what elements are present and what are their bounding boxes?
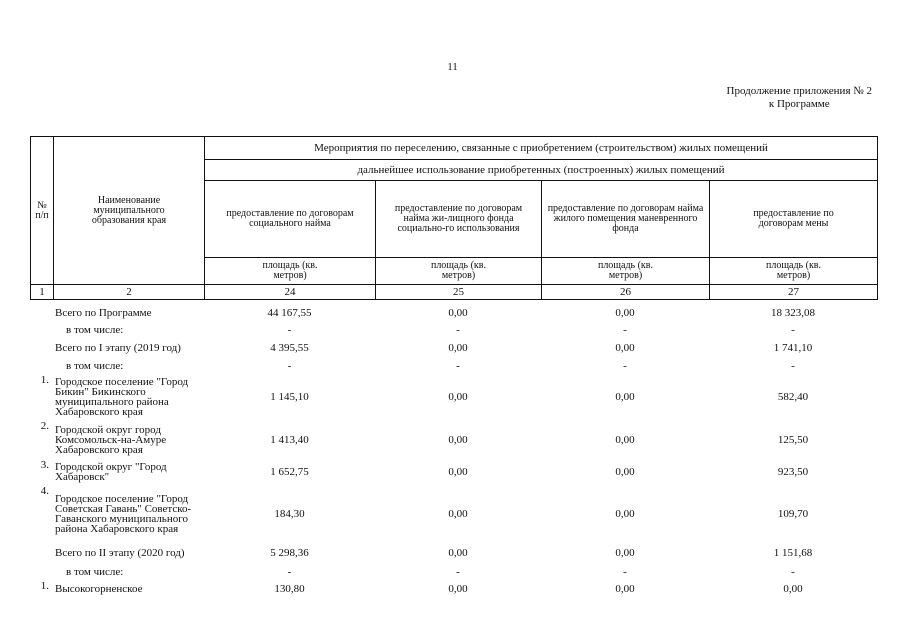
header-subgroup-title: дальнейшее использование приобретенных (построенных) жилых помещений (205, 160, 878, 181)
col-number-25: 25 (376, 285, 542, 300)
value-social-rent: 5 298,36 (270, 547, 309, 559)
col-number-26: 26 (542, 285, 710, 300)
value-social-rent: 1 145,10 (270, 391, 309, 403)
table-header (30, 136, 878, 300)
row-name: Городской округ город Комсомольск-на-Амуре Хабаровского края (55, 423, 167, 456)
row-number (30, 338, 53, 357)
value-exchange: - (791, 359, 795, 372)
table-row (30, 485, 877, 543)
table-row (30, 563, 877, 580)
value-social-rent: 184,30 (274, 508, 305, 520)
value-maneuver-fund: - (623, 359, 627, 372)
value-social-rent: - (287, 323, 292, 336)
header-unit-27: площадь (кв. метров) (710, 258, 878, 285)
value-maneuver-fund: 0,00 (615, 466, 635, 478)
value-social-housing: - (456, 323, 460, 336)
value-exchange: - (791, 565, 795, 578)
col-number-1: 1 (31, 285, 54, 300)
value-social-housing: - (456, 565, 460, 578)
value-exchange: 1 151,68 (773, 547, 813, 559)
row-name: в том числе: (66, 359, 124, 372)
row-number: 1. (40, 374, 49, 386)
header-col-maneuver-fund: предоставление по договорам найма жилого помещения маневренного фонда (542, 181, 710, 258)
row-number (30, 543, 53, 563)
value-social-housing: 0,00 (448, 341, 468, 354)
value-exchange: 109,70 (777, 508, 809, 520)
value-maneuver-fund: 0,00 (615, 508, 635, 520)
value-exchange: 0,00 (783, 583, 803, 595)
row-name: Городской округ "Город Хабаровск" (55, 461, 167, 483)
header-unit-26: площадь (кв. метров) (542, 258, 710, 285)
header-col-number: № п/п (31, 137, 54, 285)
page-number: 11 (447, 61, 458, 73)
table-row (30, 459, 877, 485)
table-row (30, 304, 877, 321)
table-row (30, 321, 877, 338)
value-social-housing: 0,00 (448, 508, 468, 520)
value-exchange: 18 323,08 (771, 306, 815, 319)
value-exchange: 923,50 (777, 466, 809, 478)
table-row (30, 357, 877, 374)
header-col-social-housing: предоставление по договорам найма жи-лищного фонда социально-го использования (376, 181, 542, 258)
row-number: 3. (40, 459, 49, 471)
value-social-rent: 44 167,55 (267, 306, 312, 319)
value-exchange: - (791, 323, 795, 336)
value-social-rent: 1 413,40 (270, 433, 309, 446)
value-social-housing: 0,00 (448, 391, 468, 403)
row-number (30, 563, 53, 580)
value-social-rent: 1 652,75 (270, 466, 309, 478)
value-social-rent: - (287, 565, 292, 578)
appendix-line-1: Продолжение приложения № 2 (726, 85, 872, 97)
row-number (30, 321, 53, 338)
value-maneuver-fund: 0,00 (615, 433, 635, 446)
value-maneuver-fund: 0,00 (615, 341, 635, 354)
table-row (30, 374, 877, 420)
appendix-line-2: к Программе (768, 98, 830, 110)
value-social-rent: - (287, 359, 292, 372)
row-number: 1. (40, 580, 49, 592)
value-social-housing: 0,00 (448, 433, 468, 446)
value-social-rent: 130,80 (274, 583, 305, 595)
row-name: в том числе: (66, 323, 124, 336)
value-social-housing: 0,00 (448, 306, 468, 319)
value-maneuver-fund: 0,00 (615, 583, 635, 595)
table-row (30, 338, 877, 357)
value-exchange: 125,50 (777, 433, 809, 446)
row-name: Всего по II этапу (2020 год) (55, 547, 185, 559)
header-unit-25: площадь (кв. метров) (376, 258, 542, 285)
row-number: 4. (40, 485, 49, 497)
value-maneuver-fund: - (623, 565, 627, 578)
col-number-27: 27 (710, 285, 878, 300)
table-row (30, 543, 877, 563)
row-number: 2. (40, 420, 49, 432)
header-col-exchange: предоставление по договорам мены (710, 181, 878, 258)
value-maneuver-fund: 0,00 (615, 547, 635, 559)
header-unit-24: площадь (кв. метров) (205, 258, 376, 285)
value-maneuver-fund: - (623, 323, 627, 336)
table-row (30, 420, 877, 459)
value-social-housing: 0,00 (448, 583, 468, 595)
value-maneuver-fund: 0,00 (615, 391, 635, 403)
row-name: Всего по I этапу (2019 год) (55, 341, 181, 354)
header-col-social-rent: предоставление по договорам социального найма (205, 181, 376, 258)
value-social-housing: - (456, 359, 460, 372)
row-name: Всего по Программе (55, 306, 152, 319)
row-name: в том числе: (66, 565, 124, 578)
value-social-rent: 4 395,55 (270, 341, 309, 354)
value-social-housing: 0,00 (448, 547, 468, 559)
row-name: Высокогорненское (55, 583, 143, 595)
col-number-24: 24 (205, 285, 376, 300)
value-maneuver-fund: 0,00 (615, 306, 635, 319)
table-body (30, 304, 877, 598)
appendix-caption (727, 85, 872, 111)
row-number (30, 357, 53, 374)
header-group-title: Мероприятия по переселению, связанные с приобретением (строительством) жилых помещений (205, 137, 878, 160)
value-exchange: 1 741,10 (773, 341, 813, 354)
value-exchange: 582,40 (777, 391, 809, 403)
table-row (30, 580, 877, 598)
row-number (30, 304, 53, 321)
col-number-2: 2 (54, 285, 205, 300)
value-social-housing: 0,00 (448, 466, 468, 478)
row-name: Городское поселение "Город Бикин" Бикинского муниципального района Хабаровского края (55, 376, 189, 418)
row-name: Городское поселение "Город Советская Гавань" Советско-Гаванского муниципального района Хабаровского края (55, 493, 192, 535)
header-col-name: Наименование муниципального образования края (54, 137, 205, 285)
